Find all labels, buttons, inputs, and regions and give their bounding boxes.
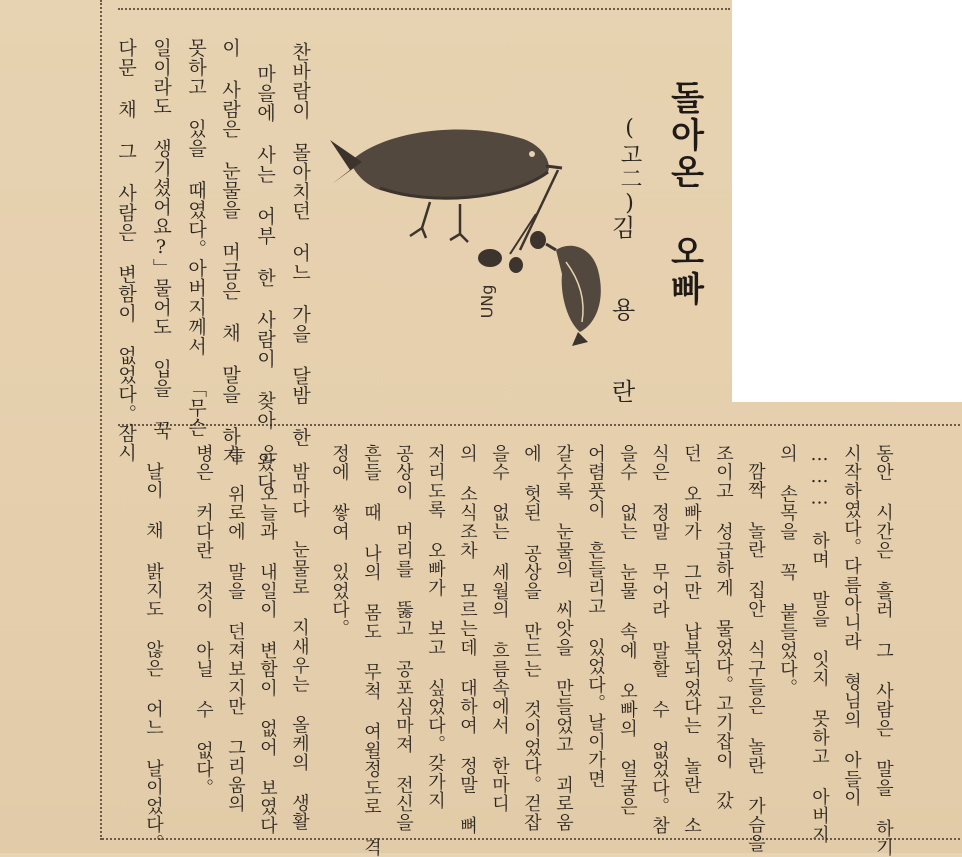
upper-column-4: 못하고 있을 때였다。아버지께서 「무슨 — [185, 38, 207, 437]
lower-column-5: 깜짝 놀란 집안 식구들은 놀란 가슴을 — [745, 462, 766, 853]
bottom-divider — [102, 838, 960, 840]
lower-column-14: 의 소식조차 모르는데 대하여 정말 뼈 — [457, 444, 478, 835]
lower-column-8: 식은 정말 무어라 말할 수 없었다。참 — [649, 444, 670, 835]
lower-column-6: 조이고 성급하게 물었다。고기잡이 갔 — [713, 444, 734, 811]
upper-column-6: 다문 채 그 사람은 변함이 없었다。잠시 — [115, 38, 137, 463]
author-family-name: 김 — [612, 214, 636, 242]
lower-column-16: 공상이 머리를 뚫고 공포심마져 전신을 — [393, 444, 414, 832]
birds-illustration — [310, 110, 640, 350]
small-bird-icon — [546, 244, 601, 346]
story-title: 돌아온 오빠 — [664, 80, 704, 308]
author-grade: (고二) — [617, 116, 642, 218]
lower-column-21: 늘 위로에 말을 던져보지만 그리움의 — [225, 444, 246, 814]
top-divider — [118, 8, 730, 10]
upper-column-5: 일이라도 생기셨어요?」물어도 입을 꾹 — [150, 38, 172, 440]
lower-column-12: 에 헛된 공상을 만드는 것이었다。걷잡 — [521, 444, 542, 832]
lower-column-22: 병은 커다란 것이 아닐 수 없다。 — [193, 444, 214, 798]
lower-column-2: 시작하였다。다름아니라 형님의 아들이 — [841, 444, 862, 808]
lower-column-18: 정에 쌓여 있었다。 — [329, 444, 350, 638]
lower-column-4: 의 손목을 꼭 붙들었다。 — [777, 444, 798, 698]
lower-column-3: ……… 하며 말을 잇지 못하고 아버지 — [809, 444, 830, 844]
upper-column-1: 찬바람이 몰아치던 어느 가을 달밤 한 — [289, 42, 311, 447]
author-given-name-2: 란 — [612, 378, 636, 406]
lower-column-9: 을수 없는 눈물 속에 오빠의 얼굴은 — [617, 444, 638, 817]
artist-signature: UNg — [477, 284, 497, 319]
lower-column-10: 어렴풋이 흔들리고 있었다。날이가면 — [585, 444, 606, 789]
upper-column-2: 마을에 사는 어부 한 사람이 찾아 왔다 — [254, 64, 276, 492]
lower-column-15: 저리도록 오빠가 보고 싶었다。갖가지 — [425, 444, 446, 811]
middle-divider — [118, 424, 960, 426]
blank-corner — [732, 0, 962, 402]
upper-column-3: 이 사람은 눈물을 머금은 채 말을 하지 — [219, 38, 241, 466]
author-given-name-1: 용 — [612, 296, 636, 324]
lower-column-13: 을수 없는 세월의 흐름속에서 한마디 — [489, 444, 510, 814]
left-divider — [100, 0, 102, 840]
lower-column-20: 은 오늘과 내일이 변함이 없어 보였다 — [257, 444, 278, 835]
lower-column-11: 갈수록 눈물의 씨앗을 만들었고 괴로움 — [553, 444, 574, 832]
lower-column-23: 날이 채 밝지도 않은 어느 날이었다。 — [143, 462, 164, 853]
lower-column-17: 흔들 때 나의 몸도 무척 여윌정도로 격 — [361, 444, 382, 857]
large-bird-icon — [330, 130, 562, 242]
lower-column-1: 동안 시간은 흘러 그 사람은 말을 하기 — [873, 444, 894, 857]
lower-column-7: 던 오빠가 그만 납북되었다는 놀란 소 — [681, 444, 702, 835]
lower-column-19: 밤마다 눈물로 지새우는 올케의 생활 — [289, 462, 310, 832]
